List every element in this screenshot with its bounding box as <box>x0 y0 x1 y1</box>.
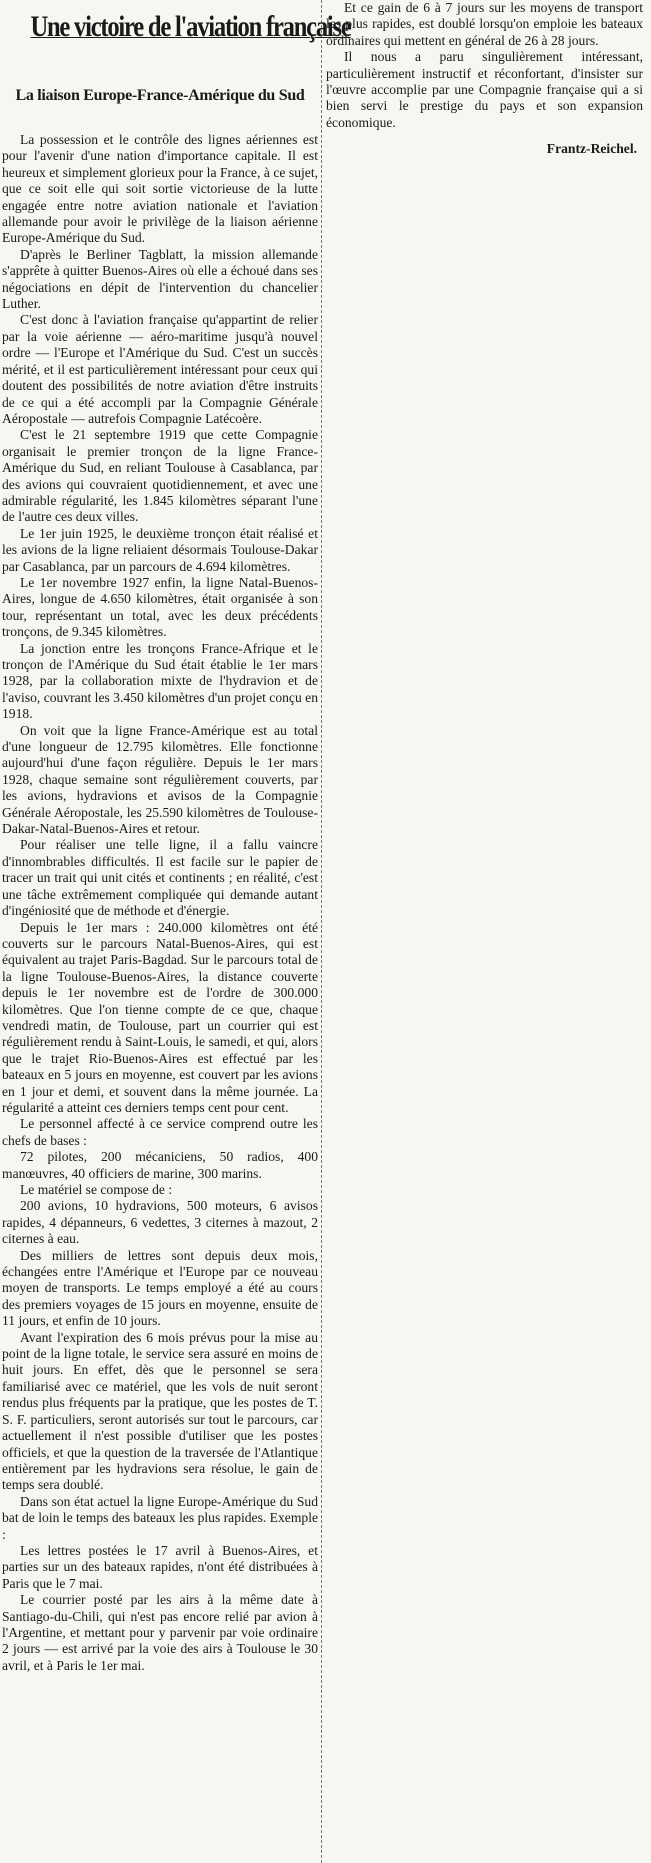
paragraph: On voit que la ligne France-Amérique est au total d'une longueur de 12.795 kilomètres. Elle fonctionne aujourd'hui d'une façon régulière. Depuis le 1er mars 1928, chaque semaine sont régulièrement couverts, par les avions, hydravions et avisos de la Compagnie Générale Aéropostale, les 25.590 kilomètres de Toulouse-Dakar-Natal-Buenos-Aires et retour. <box>2 722 318 837</box>
paragraph: C'est donc à l'aviation française qu'appartint de relier par la voie aérienne — aéro-maritime jusqu'à nouvel ordre — l'Europe et l'Amérique du Sud. C'est un succès mérité, et il est particulièrement intéressant pour ceux qui doutent des possibilités de notre aviation d'être instruits de ce qui a été accompli par la Compagnie Générale Aéropostale — autrefois Compagnie Latécoère. <box>2 312 318 426</box>
paragraph: Dans son état actuel la ligne Europe-Amérique du Sud bat de loin le temps des bateaux les plus rapides. Exemple : <box>2 1493 318 1542</box>
paragraph: Et ce gain de 6 à 7 jours sur les moyens de transport les plus rapides, est doublé lorsqu'on emploie les bateaux ordinaires qui mettent en général de 26 à 28 jours. <box>326 0 643 48</box>
paragraph: Depuis le 1er mars : 240.000 kilomètres ont été couverts sur le parcours Natal-Buenos-Aires, qui est équivalent au trajet Paris-Bagdad. Sur le parcours total de la ligne Toulouse-Buenos-Aires, la distance couverte depuis le 1er novembre est de l'ordre de 300.000 kilomètres. Que l'on tienne compte de ce que, chaque vendredi matin, de Toulouse, part un courrier qui est régulièrement rendu à Saint-Louis, le samedi, et qui, alors que le trajet Rio-Buenos-Aires est effectué par les bateaux en 5 jours en moyenne, est couvert par les avions en 1 jour et demi, et souvent dans la même journée. La régularité a atteint ces derniers temps cent pour cent. <box>2 919 318 1115</box>
article-headline: Une victoire de l'aviation française <box>30 10 351 43</box>
paragraph: 200 avions, 10 hydravions, 500 moteurs, 6 avisos rapides, 4 dépanneurs, 6 vedettes, 3 citernes à mazout, 2 citernes à eau. <box>2 1198 318 1247</box>
paragraph: Les lettres postées le 17 avril à Buenos-Aires, et parties sur un des bateaux rapides, n'ont été distribuées à Paris que le 7 mai. <box>2 1542 318 1591</box>
article-signature: Frantz-Reichel. <box>546 141 637 157</box>
paragraph: Le personnel affecté à ce service comprend outre les chefs de bases : <box>2 1116 318 1148</box>
paragraph: Le matériel se compose de : <box>20 1182 173 1197</box>
column-divider <box>321 0 323 1863</box>
paragraph: C'est le 21 septembre 1919 que cette Compagnie organisait le premier tronçon de la ligne France-Amérique du Sud, en reliant Toulouse à Casablanca, par des avions qui couvraient quotidiennement, et avec une admirable régularité, les 1.845 kilomètres séparant l'une de l'autre ces deux villes. <box>2 427 318 525</box>
paragraph: D'après le Berliner Tagblatt, la mission allemande s'apprête à quitter Buenos-Aires où elle a échoué dans ses négociations en dépit de l'intervention du chancelier Luther. <box>2 246 318 312</box>
paragraph: Pour réaliser une telle ligne, il a fallu vaincre d'innombrables difficultés. Il est facile sur le papier de tracer un trait qui unit cités et continents ; en réalité, c'est une tâche extrêmement compliquée qui demande autant d'ingéniosité que de méthode et d'énergie. <box>2 837 318 919</box>
article-column-left <box>2 0 351 1863</box>
article-body-right <box>326 0 643 131</box>
paragraph: 72 pilotes, 200 mécaniciens, 50 radios, 400 manœuvres, 40 officiers de marine, 300 marins. <box>2 1149 318 1181</box>
paragraph: Des milliers de lettres sont depuis deux mois, échangées entre l'Amérique et l'Europe par ce nouveau moyen de transports. Le temps employé a été au cours des premiers voyages de 15 jours en moyenne, ensuite de 11 jours, et enfin de 10 jours. <box>2 1247 318 1329</box>
paragraph: La possession et le contrôle des lignes aériennes est pour l'avenir d'une nation d'importance capitale. Il est heureux et simplement glorieux pour la France, à ce sujet, que ce soit elle qui soit sortie victorieuse de la lutte engagée entre notre aviation nationale et l'aviation allemande pour avoir le privilège de la liaison aérienne Europe-Amérique du Sud. <box>2 132 318 246</box>
paragraph: Le 1er juin 1925, le deuxième tronçon était réalisé et les avions de la ligne reliaient désormais Toulouse-Dakar par Casablanca, par un parcours de 4.694 kilomètres. <box>2 525 318 574</box>
paragraph: Il nous a paru singulièrement intéressant, particulièrement instructif et réconfortant, d'insister sur l'œuvre accomplie par une Compagnie française qui a si bien servi le prestige du pays et son expansion économique. <box>326 49 643 130</box>
article-subheadline: La liaison Europe-France-Amérique du Sud <box>15 87 305 104</box>
paragraph: Avant l'expiration des 6 mois prévus pour la mise au point de la ligne totale, le service sera assuré en moins de huit jours. En effet, dès que le personnel se sera familiarisé avec ce matériel, que les vols de nuit seront rendus plus fréquents par la pratique, que les postes de T. S. F. particuliers, seront autorisés sur tout le parcours, car actuellement il n'est possible d'utiliser que les postes officiels, et que la question de la traversée de l'Atlantique entièrement par les hydravions sera résolue, le gain de temps sera doublé. <box>2 1329 318 1493</box>
paragraph: La jonction entre les tronçons France-Afrique et le tronçon de l'Amérique du Sud était établie le 1er mars 1928, par la collaboration mixte de l'hydravion et de l'aviso, couvrant les 3.450 kilomètres d'un projet conçu en 1918. <box>2 640 318 722</box>
article-body-left <box>2 132 318 1674</box>
paragraph: Le courrier posté par les airs à la même date à Santiago-du-Chili, qui n'est pas encore relié par avion à l'Argentine, et mettant pour y parvenir par voie ordinaire 2 jours — est arrivé par la voie des airs à Toulouse le 30 avril, et à Paris le 1er mai. <box>2 1592 318 1673</box>
article-column-right <box>326 0 643 260</box>
paragraph: Le 1er novembre 1927 enfin, la ligne Natal-Buenos-Aires, longue de 4.650 kilomètres, était organisée à son tour, représentant un total, avec les deux précédents tronçons, de 9.345 kilomètres. <box>2 574 318 640</box>
